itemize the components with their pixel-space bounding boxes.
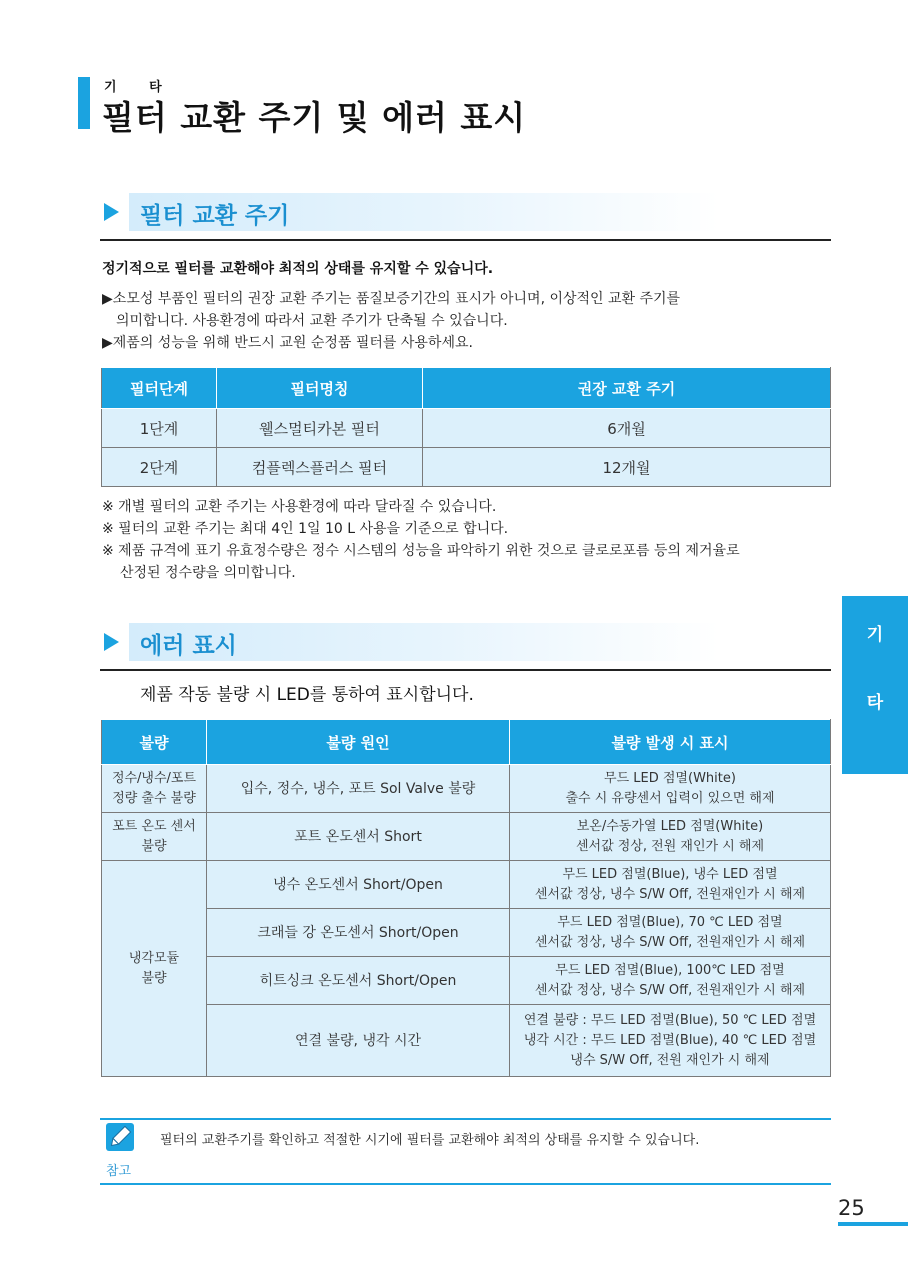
page-title: 필터 교환 주기 및 에러 표시 [102,98,527,137]
reference-label: 참고 [106,1164,132,1179]
bullet-text: 의미합니다. 사용환경에 따라서 교환 주기가 단축될 수 있습니다. [116,313,508,329]
display-line: 센서값 정상, 냉수 S/W Off, 전원재인가 시 해제 [534,934,806,950]
page-number: 25 [838,1196,865,1220]
section-divider [100,669,831,671]
table-cell: 컴플렉스플러스 필터 [217,448,423,487]
display-line: 냉각 시간 : 무드 LED 점멸(Blue), 40 ℃ LED 점멸 [523,1032,817,1048]
table-header: 불량 [102,720,207,765]
display-line: 연결 불량 : 무드 LED 점멸(Blue), 50 ℃ LED 점멸 [523,1012,817,1028]
section-lead: 정기적으로 필터를 교환해야 최적의 상태를 유지할 수 있습니다. [102,261,494,277]
table-row [102,909,831,957]
display-cell [510,957,831,1005]
display-line: 보온/수동가열 LED 점멸(White) [576,818,764,834]
display-line: 무드 LED 점멸(White) [604,770,736,786]
fault-cell [102,765,207,813]
display-line: 센서값 정상, 전원 재인가 시 해제 [575,838,765,854]
bullet-text: ▶제품의 성능을 위해 반드시 교원 순정품 필터를 사용하세요. [102,335,473,351]
fault-line: 정량 출수 불량 [112,790,196,806]
reference-top-rule [100,1118,831,1120]
title-accent-bar [78,77,90,129]
table-row [102,409,831,448]
cause-cell: 포트 온도센서 Short [207,813,510,861]
table-row [102,957,831,1005]
note-text: ※ 필터의 교환 주기는 최대 4인 1일 10 L 사용을 기준으로 합니다. [102,521,509,537]
display-cell [510,765,831,813]
side-tab-char: 기 [866,625,884,645]
section-arrow-icon [104,203,119,221]
display-line: 센서값 정상, 냉수 S/W Off, 전원재인가 시 해제 [534,982,806,998]
side-section-tab [842,596,908,774]
side-tab-char: 타 [866,693,884,713]
table-row [102,861,831,909]
table-row [102,1005,831,1077]
error-display-table [101,719,831,1077]
display-cell [510,1005,831,1077]
category-label: 기 타 [104,80,176,95]
reference-bottom-rule [100,1183,831,1185]
section-arrow-icon [104,633,119,651]
fault-line: 포트 온도 센서 [112,818,196,834]
fault-line: 냉각모듈 [128,950,180,966]
display-line: 무드 LED 점멸(Blue), 100℃ LED 점멸 [555,962,785,978]
bullet-text: ▶소모성 부품인 필터의 권장 교환 주기는 품질보증기간의 표시가 아니며, 이상적인 교환 주기를 [102,291,681,307]
table-header: 권장 교환 주기 [423,368,831,409]
display-line: 센서값 정상, 냉수 S/W Off, 전원재인가 시 해제 [534,886,806,902]
fault-cell [102,861,207,1077]
table-row [102,765,831,813]
section-title: 에러 표시 [140,633,237,659]
cause-cell: 크래들 강 온도센서 Short/Open [207,909,510,957]
cause-cell: 히트싱크 온도센서 Short/Open [207,957,510,1005]
table-header: 불량 발생 시 표시 [510,720,831,765]
page-number-rule [838,1222,908,1226]
section-divider [100,239,831,241]
section-title: 필터 교환 주기 [140,203,290,229]
display-line: 무드 LED 점멸(Blue), 냉수 LED 점멸 [562,866,778,882]
table-header: 불량 원인 [207,720,510,765]
fault-line: 불량 [141,838,167,854]
table-header: 필터단계 [102,368,217,409]
cause-cell: 연결 불량, 냉각 시간 [207,1005,510,1077]
pencil-note-icon [104,1121,136,1153]
fault-line: 정수/냉수/포트 [111,770,197,786]
table-header: 필터명칭 [217,368,423,409]
note-text: ※ 제품 규격에 표기 유효정수량은 정수 시스템의 성능을 파악하기 위한 것으로 클로로포름 등의 제거율로 [102,543,740,559]
display-cell [510,861,831,909]
note-text: ※ 개별 필터의 교환 주기는 사용환경에 따라 달라질 수 있습니다. [102,499,497,515]
table-cell: 2단계 [102,448,217,487]
section-lead: 제품 작동 불량 시 LED를 통하여 표시합니다. [140,685,474,705]
table-cell: 12개월 [423,448,831,487]
display-line: 냉수 S/W Off, 전원 재인가 시 해제 [570,1052,770,1068]
display-cell [510,813,831,861]
display-line: 무드 LED 점멸(Blue), 70 ℃ LED 점멸 [557,914,783,930]
cause-cell: 냉수 온도센서 Short/Open [207,861,510,909]
table-row [102,448,831,487]
note-text: 산정된 정수량을 의미합니다. [120,565,296,581]
display-cell [510,909,831,957]
filter-cycle-table [101,367,831,487]
table-cell: 6개월 [423,409,831,448]
table-cell: 웰스멀티카본 필터 [217,409,423,448]
table-cell: 1단계 [102,409,217,448]
fault-cell [102,813,207,861]
fault-line: 불량 [141,970,167,986]
cause-cell: 입수, 정수, 냉수, 포트 Sol Valve 불량 [207,765,510,813]
reference-text: 필터의 교환주기를 확인하고 적절한 시기에 필터를 교환해야 최적의 상태를 유지할 수 있습니다. [160,1133,700,1148]
display-line: 출수 시 유량센서 입력이 있으면 해제 [565,790,775,806]
table-row [102,813,831,861]
